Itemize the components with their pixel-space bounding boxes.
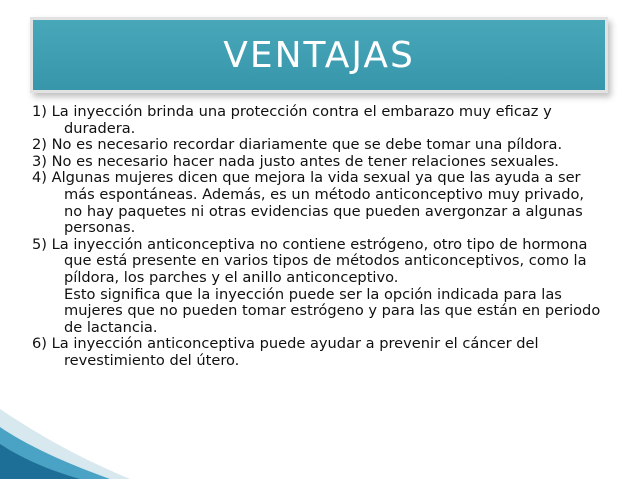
content-body (32, 104, 606, 370)
list-item-note: Esto significa que la inyección puede ser la opción indicada para las mujeres que no pueden tomar estrógeno y para las que están en periodo de lactancia. (64, 285, 601, 336)
list-item: 4) Algunas mujeres dicen que mejora la vida sexual ya que las ayuda a ser más espontáneas. Además, es un método anticonceptivo muy privado, no hay paquetes ni otras evidencias que pueden avergonzar a algunas personas. (32, 169, 585, 237)
slide-title: VENTAJAS (223, 34, 415, 76)
title-banner (30, 17, 608, 93)
list-item: 1) La inyección brinda una protección contra el embarazo muy eficaz y duradera. (32, 103, 552, 137)
list-item: 5) La inyección anticonceptiva no contiene estrógeno, otro tipo de hormona que está presente en varios tipos de métodos anticonceptivos, como la píldora, los parches y el anillo anticonceptivo. (32, 235, 588, 286)
list-item: 6) La inyección anticonceptiva puede ayudar a prevenir el cáncer del revestimiento del útero. (32, 335, 539, 369)
corner-decoration (0, 389, 130, 479)
list-item: 2) No es necesario recordar diariamente que se debe tomar una píldora. (32, 136, 563, 154)
list-item: 3) No es necesario hacer nada justo antes de tener relaciones sexuales. (32, 152, 559, 170)
